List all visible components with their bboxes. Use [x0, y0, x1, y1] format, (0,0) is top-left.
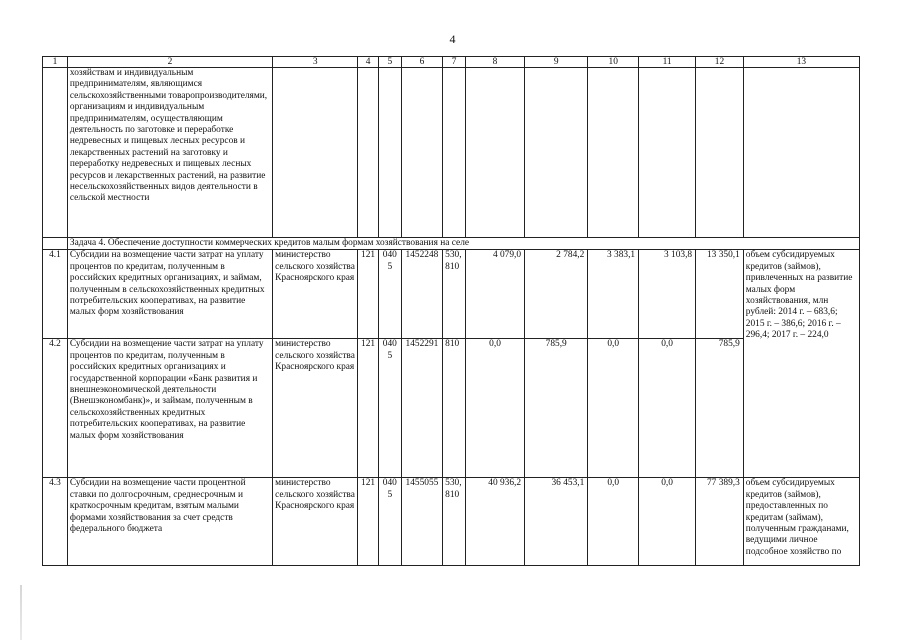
value-2016: 0,0	[588, 339, 639, 478]
value-2017: 0,0	[639, 478, 696, 566]
column-number-row	[43, 57, 860, 68]
row-number: 4.3	[43, 478, 68, 566]
executor: министерство сельского хозяйства Красноярского края	[273, 478, 358, 566]
col-header-3: 3	[273, 57, 358, 68]
program-table	[42, 56, 860, 566]
value-2016: 0,0	[588, 478, 639, 566]
value-total: 77 389,3	[696, 478, 744, 566]
table-row	[43, 250, 860, 339]
value-2017: 0,0	[639, 339, 696, 478]
row-number: 4.2	[43, 339, 68, 478]
expected-result: объем субсидируемых кредитов (займов), привлеченных на развитие малых форм хозяйствования, млн рублей: 2014 г. – 683,6; 2015 г. – 386,6; 2016 г. – 296,4; 2017 г. – 224,0	[743, 250, 859, 478]
col-header-6: 6	[401, 57, 442, 68]
value-2014: 0,0	[465, 339, 524, 478]
scan-edge-mark	[20, 585, 22, 640]
col-header-12: 12	[696, 57, 744, 68]
task-title: Задача 4. Обеспечение доступности коммерческих кредитов малым формам хозяйствования на селе	[67, 238, 859, 250]
col-header-9: 9	[525, 57, 588, 68]
csr-code: 1452248	[401, 250, 442, 339]
row-number: 4.1	[43, 250, 68, 339]
grbs-code: 121	[358, 478, 379, 566]
table-row	[43, 339, 860, 478]
csr-code: 1452291	[401, 339, 442, 478]
measure-name: Субсидии на возмещение части затрат на уплату процентов по кредитам, полученным в российских кредитных организациях, и займам, полученным в сельскохозяйственных кредитных потребительских кооперативах, на развитие малых форм хозяйствования	[67, 250, 272, 339]
col-header-7: 7	[443, 57, 466, 68]
grbs-code: 121	[358, 339, 379, 478]
expected-result: объем субсидируемых кредитов (займов), предоставленных по кредитам (займам), полученным гражданами, ведущими личное подсобное хозяйство по	[743, 478, 859, 566]
value-2015: 2 784,2	[525, 250, 588, 339]
value-2016: 3 383,1	[588, 250, 639, 339]
value-2015: 785,9	[525, 339, 588, 478]
col-header-5: 5	[378, 57, 401, 68]
col-header-10: 10	[588, 57, 639, 68]
col-header-4: 4	[358, 57, 379, 68]
task-row	[43, 238, 860, 250]
page-number: 4	[449, 32, 456, 46]
value-2014: 40 936,2	[465, 478, 524, 566]
value-total: 785,9	[696, 339, 744, 478]
col-header-11: 11	[639, 57, 696, 68]
rzpr-code: 0405	[378, 339, 401, 478]
col-header-2: 2	[67, 57, 272, 68]
col-header-8: 8	[465, 57, 524, 68]
col-header-13: 13	[743, 57, 859, 68]
value-2014: 4 079,0	[465, 250, 524, 339]
rzpr-code: 0405	[378, 478, 401, 566]
value-total: 13 350,1	[696, 250, 744, 339]
vr-code: 530, 810	[443, 478, 466, 566]
continuation-text: хозяйствам и индивидуальным предпринимателям, являющимся сельскохозяйственными товаропроизводителями, организациям и индивидуальным предпринимателям, осуществляющим деятельность по заготовке и переработке недревесных и пищевых лесных ресурсов и лекарственных растений на заготовку и переработку недревесных и пищевых лесных ресурсов и лекарственных растений, на развитие несельскохозяйственных видов деятельности в сельской местности	[67, 68, 272, 238]
measure-name: Субсидии на возмещение части затрат на уплату процентов по кредитам, полученным в российских кредитных организациях и государственной корпорации «Банк развития и внешнеэкономической деятельности (Внешэкономбанк)», и займам, полученным в сельскохозяйственных кредитных потребительских кооперативах, на развитие малых форм хозяйствования	[67, 339, 272, 478]
table-row	[43, 478, 860, 566]
continuation-row	[43, 68, 860, 238]
rzpr-code: 0405	[378, 250, 401, 339]
vr-code: 530, 810	[443, 250, 466, 339]
value-2017: 3 103,8	[639, 250, 696, 339]
grbs-code: 121	[358, 250, 379, 339]
measure-name: Субсидии на возмещение части процентной ставки по долгосрочным, среднесрочным и краткосрочным кредитам, взятым малыми формами хозяйствования за счет средств федерального бюджета	[67, 478, 272, 566]
value-2015: 36 453,1	[525, 478, 588, 566]
csr-code: 1455055	[401, 478, 442, 566]
col-header-1: 1	[43, 57, 68, 68]
executor: министерство сельского хозяйства Красноярского края	[273, 250, 358, 339]
vr-code: 810	[443, 339, 466, 478]
executor: министерство сельского хозяйства Красноярского края	[273, 339, 358, 478]
